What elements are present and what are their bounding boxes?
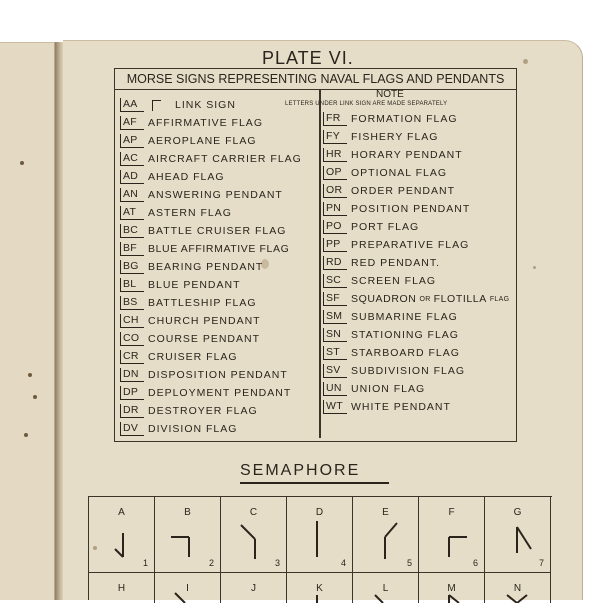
morse-code: UN xyxy=(323,382,347,396)
semaphore-letter: G xyxy=(513,507,522,518)
flag-label: HORARY PENDANT xyxy=(351,149,463,161)
right-row xyxy=(323,290,509,308)
semaphore-letter: A xyxy=(118,507,125,518)
semaphore-letter: J xyxy=(251,583,256,594)
semaphore-number: 2 xyxy=(208,558,214,568)
flag-label: DISPOSITION PENDANT xyxy=(148,369,288,381)
flag-label: ORDER PENDANT xyxy=(351,185,456,197)
morse-code: DV xyxy=(120,422,144,436)
morse-code: BF xyxy=(120,242,144,256)
morse-code: SF xyxy=(323,292,347,306)
semaphore-cell xyxy=(287,573,353,603)
flag-label: COURSE PENDANT xyxy=(148,333,261,345)
flag-label: BATTLE CRUISER FLAG xyxy=(148,225,287,237)
semaphore-cell xyxy=(353,497,419,573)
semaphore-cell xyxy=(155,573,221,603)
flag-label: LINK SIGN xyxy=(175,99,236,111)
left-row xyxy=(120,384,291,402)
right-row xyxy=(323,110,458,128)
morse-code: AP xyxy=(120,134,144,148)
morse-code: FY xyxy=(323,130,347,144)
semaphore-cell xyxy=(221,497,287,573)
flag-label: RED PENDANT. xyxy=(351,257,441,269)
paper-spot xyxy=(523,59,528,64)
left-row xyxy=(120,366,288,384)
flag-label: UNION FLAG xyxy=(351,383,426,395)
left-row xyxy=(120,276,241,294)
left-row xyxy=(120,294,257,312)
morse-code: AD xyxy=(120,170,144,184)
semaphore-title-underline xyxy=(240,482,389,484)
semaphore-cell xyxy=(89,573,155,603)
morse-code: BS xyxy=(120,296,144,310)
semaphore-cell xyxy=(485,497,551,573)
semaphore-letter: E xyxy=(382,507,389,518)
morse-code: DR xyxy=(120,404,144,418)
flag-label: PREPARATIVE FLAG xyxy=(351,239,470,251)
left-row xyxy=(120,186,283,204)
semaphore-cell xyxy=(419,497,485,573)
flag-label: AHEAD FLAG xyxy=(148,171,225,183)
flag-label: WHITE PENDANT xyxy=(351,401,451,413)
flag-label: BLUE AFFIRMATIVE FLAG xyxy=(148,243,290,255)
semaphore-letter: N xyxy=(513,583,522,594)
right-row xyxy=(323,164,447,182)
flag-label: BEARING PENDANT xyxy=(148,261,264,273)
semaphore-letter: C xyxy=(249,507,258,518)
semaphore-number: 4 xyxy=(340,558,346,568)
flag-label: PORT FLAG xyxy=(351,221,420,233)
flag-label: BATTLESHIP FLAG xyxy=(148,297,257,309)
paper-spot xyxy=(533,266,536,269)
flag-label: DESTROYER FLAG xyxy=(148,405,258,417)
semaphore-letter: M xyxy=(447,583,456,594)
semaphore-letter: H xyxy=(117,583,126,594)
flag-label-conjunction: OR xyxy=(419,295,431,303)
left-row xyxy=(120,420,237,438)
semaphore-letter: I xyxy=(186,583,189,594)
morse-code: RD xyxy=(323,256,347,270)
right-row xyxy=(323,236,469,254)
semaphore-number: 3 xyxy=(274,558,280,568)
flag-label: STARBOARD FLAG xyxy=(351,347,460,359)
left-row xyxy=(120,132,257,150)
morse-code: DP xyxy=(120,386,144,400)
flag-label: SCREEN FLAG xyxy=(351,275,437,287)
morse-code: SC xyxy=(323,274,347,288)
flag-label: SUBMARINE FLAG xyxy=(351,311,458,323)
right-row xyxy=(323,254,440,272)
left-page xyxy=(0,42,55,600)
paper-spot xyxy=(33,395,37,399)
book-gutter xyxy=(55,42,63,600)
flag-label: AEROPLANE FLAG xyxy=(148,135,257,147)
flag-label: FLOTILLA xyxy=(433,293,487,305)
right-row xyxy=(323,344,460,362)
right-row xyxy=(323,380,425,398)
morse-code: WT xyxy=(323,400,347,414)
morse-code: BG xyxy=(120,260,144,274)
link-sign-row xyxy=(120,96,236,114)
right-row xyxy=(323,308,458,326)
link-sign-icon xyxy=(152,100,161,111)
semaphore-cell xyxy=(89,497,155,573)
left-row xyxy=(120,348,238,366)
morse-code: AA xyxy=(120,98,144,112)
right-row xyxy=(323,218,419,236)
right-row xyxy=(323,182,455,200)
left-row xyxy=(120,240,289,258)
morse-code: CO xyxy=(120,332,144,346)
morse-code: CR xyxy=(120,350,144,364)
semaphore-cell xyxy=(485,573,551,603)
table-title: MORSE SIGNS REPRESENTING NAVAL FLAGS AND PENDANTS xyxy=(115,69,516,90)
right-row xyxy=(323,362,465,380)
flag-label-suffix: FLAG xyxy=(489,295,510,303)
left-row xyxy=(120,402,258,420)
left-row xyxy=(120,222,286,240)
right-row xyxy=(323,200,470,218)
morse-code: SN xyxy=(323,328,347,342)
semaphore-cell xyxy=(353,573,419,603)
flag-label: ANSWERING PENDANT xyxy=(148,189,283,201)
morse-code: SV xyxy=(323,364,347,378)
morse-code: CH xyxy=(120,314,144,328)
left-row xyxy=(120,330,260,348)
semaphore-number: 6 xyxy=(472,558,478,568)
left-row xyxy=(120,204,232,222)
flag-label: AIRCRAFT CARRIER FLAG xyxy=(148,153,302,165)
semaphore-number: 7 xyxy=(538,558,544,568)
right-row xyxy=(323,326,459,344)
morse-code: HR xyxy=(323,148,347,162)
semaphore-grid xyxy=(88,496,552,600)
semaphore-letter: D xyxy=(315,507,324,518)
morse-code: AC xyxy=(120,152,144,166)
semaphore-letter: F xyxy=(448,507,455,518)
flag-label: POSITION PENDANT xyxy=(351,203,471,215)
flag-label: BLUE PENDANT xyxy=(148,279,241,291)
flag-label: STATIONING FLAG xyxy=(351,329,459,341)
flag-label: SUBDIVISION FLAG xyxy=(351,365,466,377)
flag-label: AFFIRMATIVE FLAG xyxy=(148,117,263,129)
semaphore-cell xyxy=(419,573,485,603)
semaphore-figure-icon xyxy=(155,573,221,603)
morse-code: SM xyxy=(323,310,347,324)
right-row xyxy=(323,146,463,164)
morse-code: FR xyxy=(323,112,347,126)
morse-code: PN xyxy=(323,202,347,216)
semaphore-number: 5 xyxy=(406,558,412,568)
semaphore-title: SEMAPHORE xyxy=(240,462,361,479)
semaphore-letter: B xyxy=(184,507,191,518)
morse-code: ST xyxy=(323,346,347,360)
semaphore-figure-icon xyxy=(353,573,419,603)
flag-label: FISHERY FLAG xyxy=(351,131,439,143)
flag-label: ASTERN FLAG xyxy=(148,207,232,219)
right-row xyxy=(323,128,438,146)
semaphore-cell xyxy=(287,497,353,573)
right-row xyxy=(323,398,451,416)
semaphore-cell xyxy=(221,573,287,603)
right-row xyxy=(323,272,436,290)
morse-code: PO xyxy=(323,220,347,234)
flag-label: DIVISION FLAG xyxy=(148,423,238,435)
semaphore-letter: K xyxy=(316,583,323,594)
morse-code: OR xyxy=(323,184,347,198)
semaphore-figure-icon xyxy=(287,573,353,603)
morse-code: DN xyxy=(120,368,144,382)
left-row xyxy=(120,258,263,276)
flag-label: SQUADRON xyxy=(351,293,417,305)
morse-code: AF xyxy=(120,116,144,130)
paper-spot xyxy=(24,433,28,437)
semaphore-figure-icon xyxy=(419,573,485,603)
flag-label: FORMATION FLAG xyxy=(351,113,458,125)
flag-label: CRUISER FLAG xyxy=(148,351,238,363)
morse-code: BL xyxy=(120,278,144,292)
left-row xyxy=(120,114,263,132)
semaphore-number: 1 xyxy=(142,558,148,568)
left-row xyxy=(120,150,302,168)
note-title: NOTE xyxy=(376,89,404,100)
semaphore-letter: L xyxy=(382,583,389,594)
plate-title: PLATE VI. xyxy=(262,48,354,68)
note-text: LETTERS UNDER LINK SIGN ARE MADE SEPARATELY xyxy=(285,101,448,107)
paper-spot xyxy=(28,373,32,377)
morse-code: AT xyxy=(120,206,144,220)
left-row xyxy=(120,312,261,330)
morse-code: AN xyxy=(120,188,144,202)
flag-label: CHURCH PENDANT xyxy=(148,315,261,327)
morse-code: OP xyxy=(323,166,347,180)
paper-spot xyxy=(20,161,24,165)
morse-code: BC xyxy=(120,224,144,238)
left-row xyxy=(120,168,225,186)
column-divider xyxy=(319,90,321,438)
flag-label: DEPLOYMENT PENDANT xyxy=(148,387,292,399)
flag-label: OPTIONAL FLAG xyxy=(351,167,448,179)
semaphore-cell xyxy=(155,497,221,573)
morse-code: PP xyxy=(323,238,347,252)
semaphore-figure-icon xyxy=(485,573,551,603)
